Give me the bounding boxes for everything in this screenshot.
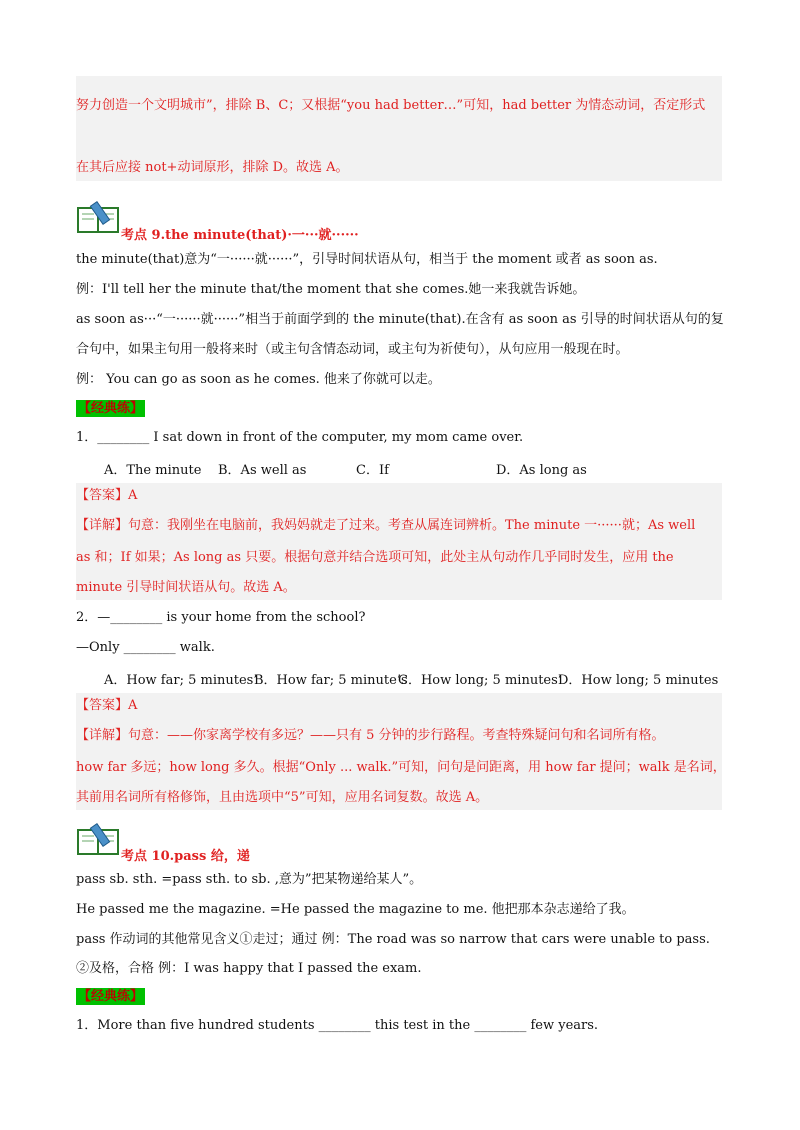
explanation-line: 【详解】句意：我刚坐在电脑前，我妈妈就走了过来。考查从属连词辨析。The minute 一······就；As well	[76, 518, 696, 533]
paragraph: He passed me the magazine. =He passed the magazine to me. 他把那本杂志递给了我。	[76, 902, 635, 917]
paragraph: pass 作动词的其他常见含义①走过；通过 例：The road was so narrow that cars were unable to pass.	[76, 932, 710, 947]
section-title: 考点 9.the minute(that)·一···就······	[121, 228, 359, 243]
explanation-line: 其前用名词所有格修饰，且由选项中“5”可知，应用名词复数。故选 A。	[76, 790, 489, 805]
paragraph: as soon as···“一······就······”相当于前面学到的 the minute(that).在含有 as soon as 引导的时间状语从句的复	[76, 312, 724, 327]
question-stem: 2．—________ is your home from the school?	[76, 610, 366, 625]
paragraph: 例： You can go as soon as he comes. 他来了你就可以走。	[76, 372, 441, 387]
answer: 【答案】A	[76, 488, 138, 503]
explanation-line: as 和；If 如果；As long as 只要。根据句意并结合选项可知，此处主从句动作几乎同时发生，应用 the	[76, 550, 674, 565]
explanation-line: 努力创造一个文明城市”，排除 B、C；又根据“you had better…”可知，had better 为情态动词，否定形式	[76, 98, 706, 113]
notebook-icon	[76, 200, 120, 234]
paragraph: 例：I'll tell her the minute that/the moment that she comes.她一来我就告诉她。	[76, 282, 586, 297]
option-d: D．As long as	[496, 463, 587, 478]
question-stem: —Only ________ walk.	[76, 640, 215, 655]
paragraph: pass sb. sth. =pass sth. to sb. ,意为”把某物递给某人”。	[76, 872, 423, 887]
paragraph: ②及格，合格 例：I was happy that I passed the exam.	[76, 961, 422, 976]
section-title: 考点 10.pass 给，递	[121, 849, 250, 864]
explanation-line: minute 引导时间状语从句。故选 A。	[76, 580, 296, 595]
option-a: A．How far; 5 minutes’	[104, 673, 258, 688]
explanation-line: 在其后应接 not+动词原形，排除 D。故选 A。	[76, 160, 349, 175]
option-c: C．If	[356, 463, 389, 478]
practice-tag: 【经典练】	[78, 989, 144, 1004]
explanation-line: 【详解】句意：——你家离学校有多远？——只有 5 分钟的步行路程。考查特殊疑问句和名词所有格。	[76, 728, 665, 743]
practice-tag: 【经典练】	[78, 401, 144, 416]
question-stem: 1．More than five hundred students ________ this test in the ________ few years.	[76, 1018, 599, 1033]
option-d: D．How long; 5 minutes	[558, 673, 719, 688]
paragraph: 合句中，如果主句用一般将来时（或主句含情态动词，或主句为祈使句），从句应用一般现在时。	[76, 342, 629, 357]
option-b: B．As well as	[218, 463, 307, 478]
notebook-icon	[76, 822, 120, 856]
question-stem: 1．________ I sat down in front of the computer, my mom came over.	[76, 430, 524, 445]
paragraph: the minute(that)意为“一······就······”，引导时间状语从句，相当于 the moment 或者 as soon as.	[76, 252, 658, 267]
option-c: C．How long; 5 minutes’	[398, 673, 562, 688]
option-b: B．How far; 5 minute’s	[254, 673, 408, 688]
option-a: A．The minute	[104, 463, 202, 478]
answer: 【答案】A	[76, 698, 138, 713]
explanation-line: how far 多远；how long 多久。根据“Only ... walk.”可知，问句是问距离，用 how far 提问；walk 是名词，	[76, 760, 726, 775]
